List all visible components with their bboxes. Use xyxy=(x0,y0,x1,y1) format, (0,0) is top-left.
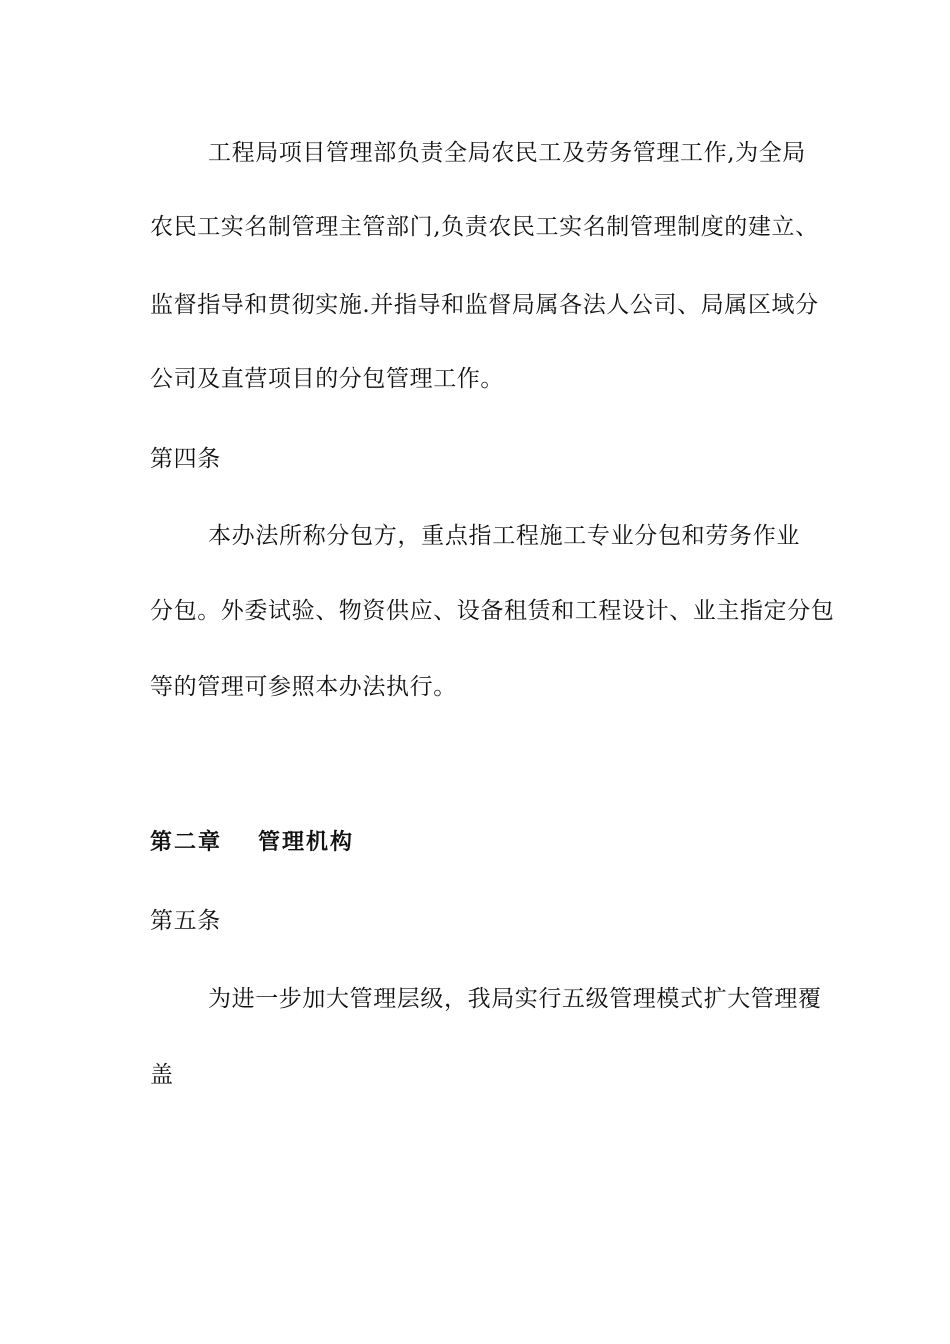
body-text-line: 盖 xyxy=(150,1062,174,1088)
article-4-title: 第四条 xyxy=(150,446,221,472)
chapter-heading xyxy=(150,828,354,858)
chapter-number: 第二章 xyxy=(150,830,223,855)
article-5-title: 第五条 xyxy=(150,908,221,934)
body-text-line: 公司及直营项目的分包管理工作。 xyxy=(150,366,504,392)
body-text-line: 本办法所称分包方，重点指工程施工专业分包和劳务作业 xyxy=(208,523,800,549)
body-text-line: 为进一步加大管理层级，我局实行五级管理模式扩大管理覆 xyxy=(208,986,822,1012)
body-text-line: 工程局项目管理部负责全局农民工及劳务管理工作,为全局 xyxy=(208,140,806,166)
body-text-line: 农民工实名制管理主管部门,负责农民工实名制管理制度的建立、 xyxy=(150,214,819,240)
body-text-line: 监督指导和贯彻实施.并指导和监督局属各法人公司、局属区域分 xyxy=(150,292,819,318)
body-text-line: 等的管理可参照本办法执行。 xyxy=(150,674,457,700)
body-text-line: 分包。外委试验、物资供应、设备租赁和工程设计、业主指定分包 xyxy=(150,598,835,624)
chapter-title: 管理机构 xyxy=(258,830,355,855)
